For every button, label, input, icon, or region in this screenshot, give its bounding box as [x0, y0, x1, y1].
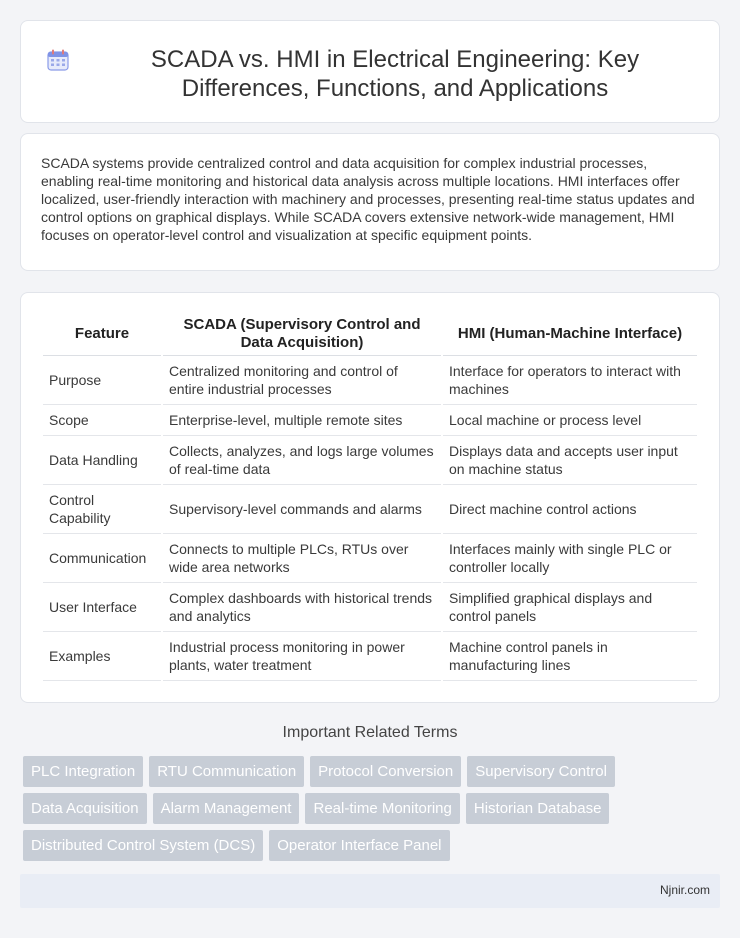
calendar-grid-icon	[47, 49, 69, 71]
header-feature: Feature	[43, 313, 161, 356]
table-row	[43, 485, 697, 534]
related-term-tag[interactable]: Operator Interface Panel	[269, 830, 449, 861]
feature-cell: Communication	[43, 534, 161, 583]
footer-bar	[20, 874, 720, 908]
hmi-cell: Interface for operators to interact with machines	[443, 356, 697, 405]
feature-cell: Purpose	[43, 356, 161, 405]
header-scada: SCADA (Supervisory Control and Data Acquisition)	[163, 313, 441, 356]
table-row	[43, 405, 697, 436]
related-terms-list	[23, 756, 723, 867]
hmi-cell: Direct machine control actions	[443, 485, 697, 534]
header-hmi: HMI (Human-Machine Interface)	[443, 313, 697, 356]
scada-cell: Centralized monitoring and control of entire industrial processes	[163, 356, 441, 405]
related-term-tag[interactable]: PLC Integration	[23, 756, 143, 787]
related-term-tag[interactable]: Supervisory Control	[467, 756, 615, 787]
table-row	[43, 583, 697, 632]
summary-card	[20, 133, 720, 271]
feature-cell: Data Handling	[43, 436, 161, 485]
related-term-tag[interactable]: Protocol Conversion	[310, 756, 461, 787]
related-term-tag[interactable]: Distributed Control System (DCS)	[23, 830, 263, 861]
table-row	[43, 436, 697, 485]
summary-paragraph: SCADA systems provide centralized control and data acquisition for complex industrial processes, enabling real-time monitoring and historical data analysis across multiple locations. HMI interfaces offer localized, user-friendly interaction with machinery and processes, presenting real-time status updates and control options on graphical displays. While SCADA covers extensive network-wide management, HMI focuses on operator-level control and visualization at specific equipment points.	[41, 155, 695, 243]
scada-cell: Supervisory-level commands and alarms	[163, 485, 441, 534]
title-card	[20, 20, 720, 123]
table-row	[43, 356, 697, 405]
hmi-cell: Interfaces mainly with single PLC or controller locally	[443, 534, 697, 583]
hmi-cell: Simplified graphical displays and control panels	[443, 583, 697, 632]
related-term-tag[interactable]: Alarm Management	[153, 793, 300, 824]
related-term-tag[interactable]: Historian Database	[466, 793, 610, 824]
related-term-tag[interactable]: Real-time Monitoring	[305, 793, 459, 824]
scada-cell: Connects to multiple PLCs, RTUs over wide area networks	[163, 534, 441, 583]
related-term-tag[interactable]: Data Acquisition	[23, 793, 147, 824]
hmi-cell: Machine control panels in manufacturing lines	[443, 632, 697, 681]
scada-cell: Industrial process monitoring in power plants, water treatment	[163, 632, 441, 681]
comparison-table-card	[20, 292, 720, 703]
table-row	[43, 534, 697, 583]
comparison-table	[41, 313, 699, 681]
feature-cell: User Interface	[43, 583, 161, 632]
feature-cell: Control Capability	[43, 485, 161, 534]
scada-cell: Complex dashboards with historical trends and analytics	[163, 583, 441, 632]
feature-cell: Scope	[43, 405, 161, 436]
related-term-tag[interactable]: RTU Communication	[149, 756, 304, 787]
scada-cell: Collects, analyzes, and logs large volumes of real-time data	[163, 436, 441, 485]
table-row	[43, 632, 697, 681]
table-header-row	[43, 313, 697, 356]
hmi-cell: Displays data and accepts user input on machine status	[443, 436, 697, 485]
related-terms-heading: Important Related Terms	[282, 724, 458, 741]
hmi-cell: Local machine or process level	[443, 405, 697, 436]
feature-cell: Examples	[43, 632, 161, 681]
page-title: SCADA vs. HMI in Electrical Engineering: Key Differences, Functions, and Applications	[150, 46, 640, 102]
footer-site-link[interactable]: Njnir.com	[659, 883, 710, 897]
scada-cell: Enterprise-level, multiple remote sites	[163, 405, 441, 436]
